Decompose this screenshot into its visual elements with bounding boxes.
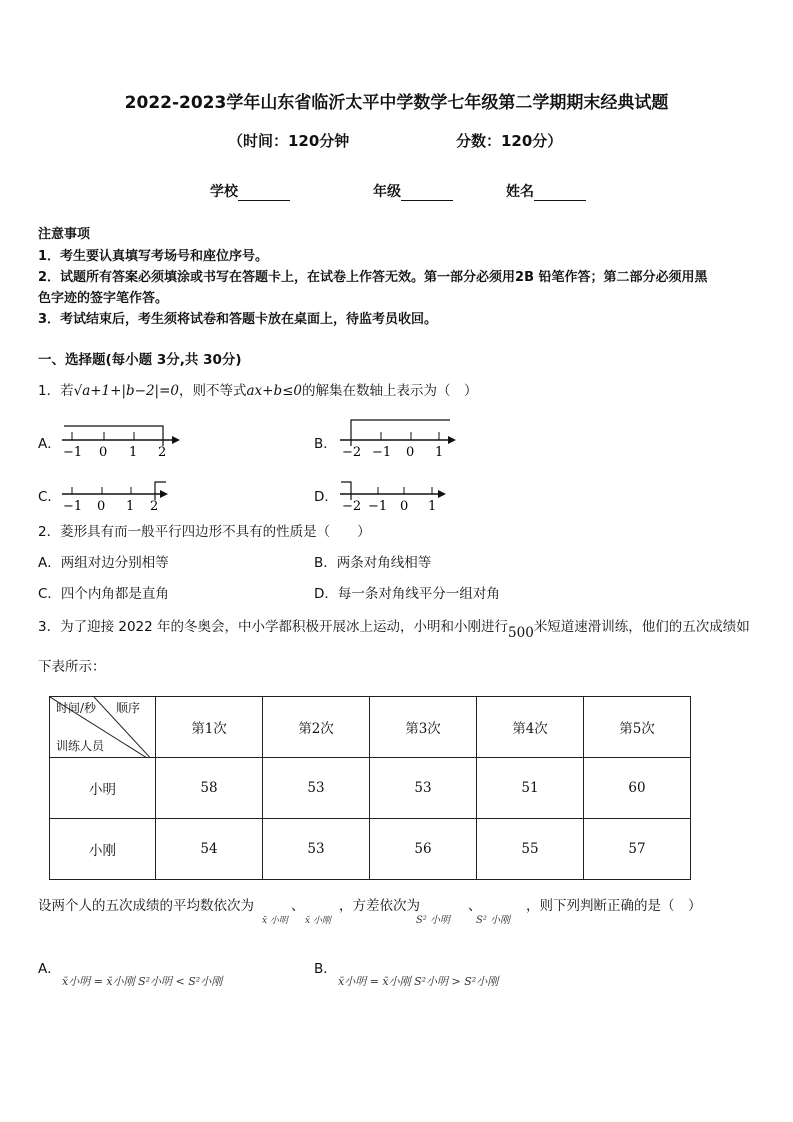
tick-label: −1 (368, 499, 388, 514)
tick-label: 2 (158, 445, 167, 460)
tick-label: −2 (342, 445, 362, 460)
q1-option-c-number-line[interactable] (60, 474, 180, 514)
note-2: 2．试题所有答案必须填涂或书写在答题卡上，在试卷上作答无效。第一部分必须用2B 铅笔作答；第二部分必须用黑 (38, 270, 708, 285)
q1-option-b-label[interactable]: B． (314, 436, 337, 452)
table-header: 第5次 (584, 697, 691, 758)
q3-stem-cont: 下表所示： (38, 659, 106, 675)
xbar-ming-symbol: x̄ 小明 (262, 916, 288, 926)
tick-label: 0 (406, 445, 415, 460)
q3-distance: 500 (508, 625, 534, 641)
q3-sep-2: 、 (468, 898, 482, 914)
table-cell: 55 (477, 819, 584, 880)
q2-option-a[interactable]: A．两组对边分别相等 (38, 555, 169, 571)
section-1-heading: 一、选择题(每小题 3分,共 30分) (38, 352, 242, 368)
q1-option-b-number-line[interactable] (338, 418, 468, 460)
q3-follow-text-b: ，方差依次为 (339, 898, 420, 914)
q3-follow-text-c: ，则下列判断正确的是（ ） (526, 898, 702, 914)
q3-sep: 、 (291, 898, 305, 914)
xbar-gang-symbol: x̄ 小刚 (305, 916, 331, 926)
page-title: 2022-2023学年山东省临沂太平中学数学七年级第二学期期末经典试题 (124, 93, 669, 113)
tick-label: −1 (63, 499, 83, 514)
grade-label: 年级 (373, 184, 401, 200)
tick-label: −2 (342, 499, 362, 514)
q3-stem: 3．为了迎接 2022 年的冬奥会，中小学都积极开展冰上运动，小明和小刚进行500米短道速滑训练，他们的五次成绩如 (38, 619, 750, 641)
table-corner-cell (50, 697, 156, 758)
table-cell: 57 (584, 819, 691, 880)
tick-label: 0 (400, 499, 409, 514)
q2-option-d[interactable]: D．每一条对角线平分一组对角 (314, 586, 500, 602)
note-2-cont: 色字迹的签字笔作答。 (38, 291, 169, 306)
tick-label: −1 (372, 445, 392, 460)
q3-option-a-expr[interactable]: x̄小明 = x̄小刚 S²小明 < S²小刚 (62, 975, 223, 988)
tick-label: 1 (435, 445, 444, 460)
table-cell: 53 (263, 758, 370, 819)
q3-option-a-label[interactable]: A． (38, 961, 61, 977)
table-header: 第3次 (370, 697, 477, 758)
tick-label: 0 (99, 445, 108, 460)
table-row (50, 819, 691, 880)
tick-label: 2 (150, 499, 159, 514)
q2-stem: 2．菱形具有而一般平行四边形不具有的性质是（ ） (38, 524, 371, 540)
q2-option-b[interactable]: B．两条对角线相等 (314, 555, 432, 571)
q3-option-b-expr[interactable]: x̄小明 = x̄小刚 S²小明 > S²小刚 (338, 975, 499, 988)
q1-option-a-number-line[interactable] (60, 418, 190, 460)
corner-time-label: 时间/秒 (56, 701, 97, 715)
table-row-name: 小刚 (50, 819, 156, 880)
table-header: 第1次 (156, 697, 263, 758)
table-header: 第4次 (477, 697, 584, 758)
school-field[interactable] (210, 181, 290, 201)
s2-ming-symbol: S² 小明 (416, 915, 451, 926)
q1-option-c-label[interactable]: C． (38, 489, 61, 505)
table-cell: 54 (156, 819, 263, 880)
s2-gang-symbol: S² 小刚 (476, 915, 511, 926)
q1-option-a-label[interactable]: A． (38, 436, 61, 452)
tick-label: 1 (126, 499, 135, 514)
score-table (49, 696, 691, 880)
corner-order-label: 顺序 (116, 701, 141, 715)
q1-option-d-number-line[interactable] (338, 474, 458, 514)
table-cell: 56 (370, 819, 477, 880)
q1-inequality: ax+b≤0 (246, 383, 303, 399)
q3-option-b-label[interactable]: B． (314, 961, 337, 977)
q2-option-c[interactable]: C．四个内角都是直角 (38, 586, 169, 602)
table-cell: 60 (584, 758, 691, 819)
q3-follow-text-a: 设两个人的五次成绩的平均数依次为 (38, 898, 254, 914)
note-1: 1．考生要认真填写考场号和座位序号。 (38, 249, 269, 264)
total-score: 分数：120分） (456, 132, 563, 150)
table-cell: 58 (156, 758, 263, 819)
q1-condition: √a+1+|b−2|=0 (73, 383, 179, 399)
note-3: 3．考试结束后，考生须将试卷和答题卡放在桌面上，待监考员收回。 (38, 312, 438, 327)
name-field[interactable] (506, 181, 586, 201)
table-header: 第2次 (263, 697, 370, 758)
table-cell: 53 (263, 819, 370, 880)
table-cell: 51 (477, 758, 584, 819)
notes-heading: 注意事项 (38, 227, 91, 242)
grade-field[interactable] (373, 181, 453, 201)
name-label: 姓名 (506, 184, 534, 200)
time-limit: （时间：120分钟 (228, 132, 350, 150)
table-row-name: 小明 (50, 758, 156, 819)
q1-stem: 1．若√a+1+|b−2|=0，则不等式ax+b≤0的解集在数轴上表示为（ ） (38, 383, 478, 399)
corner-person-label: 训练人员 (56, 739, 105, 753)
tick-label: 1 (428, 499, 437, 514)
table-cell: 53 (370, 758, 477, 819)
tick-label: 1 (129, 445, 138, 460)
table-row (50, 758, 691, 819)
school-label: 学校 (210, 184, 238, 200)
q1-option-d-label[interactable]: D． (314, 489, 338, 505)
tick-label: 0 (97, 499, 106, 514)
tick-label: −1 (63, 445, 83, 460)
